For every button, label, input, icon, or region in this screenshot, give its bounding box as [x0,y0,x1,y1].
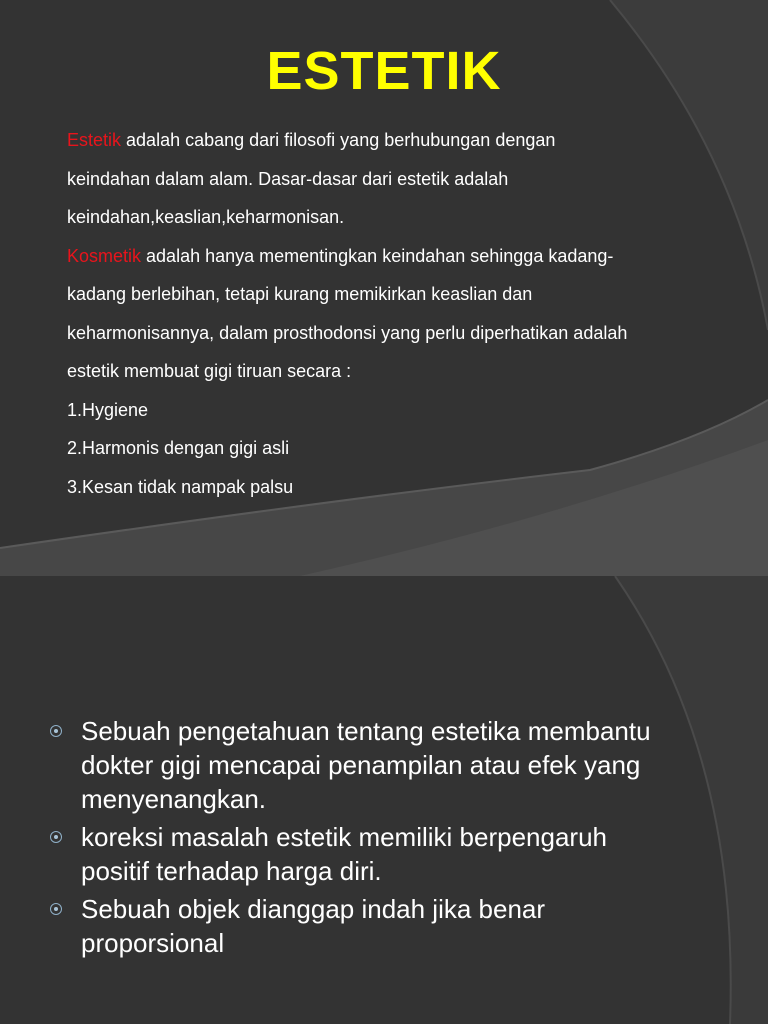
circle-bullet-icon [50,831,62,843]
list-item-hygiene: 1.Hygiene [67,399,149,420]
paragraph-kosmetik-line-4: estetik membuat gigi tiruan secara : [67,361,352,381]
paragraph-estetik-line-1: Estetik adalah cabang dari filosofi yang berhubungan dengan [67,130,556,150]
slide-2 [0,576,768,1024]
paragraph-estetik-line-3: keindahan,keaslian,keharmonisan. [67,207,345,227]
bullet-item: Sebuah objek dianggap indah jika benar proporsional [50,892,740,960]
circle-bullet-icon [50,903,62,915]
slide-title: ESTETIK [266,41,502,101]
list-item-kesan: 3.Kesan tidak nampak palsu [67,476,294,497]
paragraph-kosmetik-line-2: kadang berlebihan, tetapi kurang memikirkan keaslian dan [67,284,533,304]
paragraph-estetik-line-2: keindahan dalam alam. Dasar-dasar dari estetik adalah [67,168,509,189]
bullet-item: Sebuah pengetahuan tentang estetika membantu dokter gigi mencapai penampilan atau efek yang menyenangkan. [50,714,740,816]
list-item-harmonis: 2.Harmonis dengan gigi asli [67,438,290,458]
bullet-item: koreksi masalah estetik memiliki berpengaruh positif terhadap harga diri. [50,820,740,888]
paragraph-kosmetik-line-3: keharmonisannya, dalam prosthodonsi yang perlu diperhatikan adalah [67,322,628,343]
circle-bullet-icon [50,725,62,737]
keyword-kosmetik: Kosmetik [67,245,142,266]
paragraph-kosmetik-line-1: Kosmetik adalah hanya mementingkan keindahan sehingga kadang- [67,245,614,266]
slide-1-body [67,121,747,506]
keyword-estetik: Estetik [67,130,122,150]
bullet-list [50,714,740,964]
